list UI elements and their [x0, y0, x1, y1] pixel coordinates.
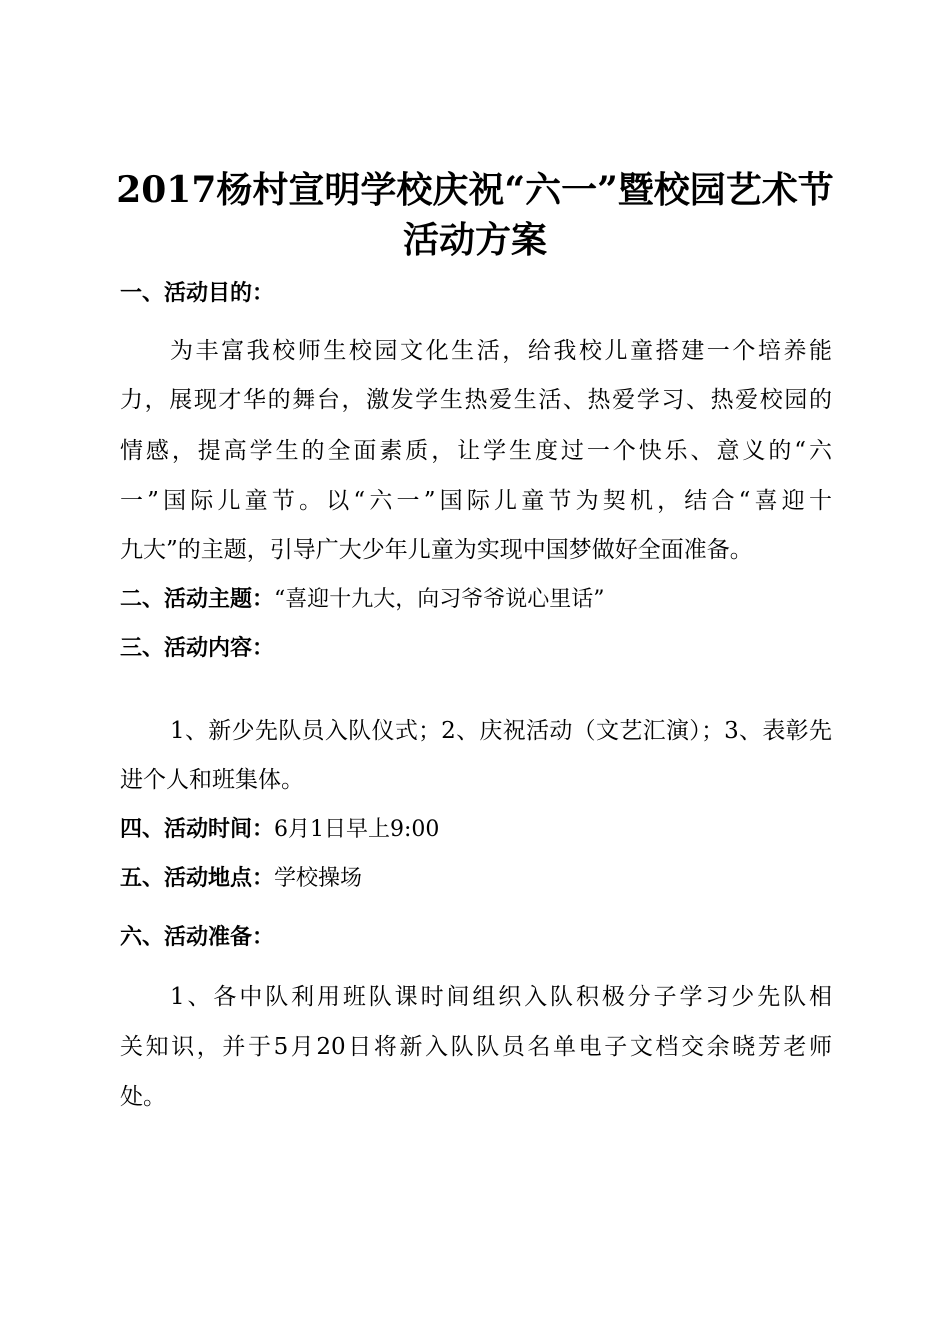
document-title-line-1: 2017杨村宣明学校庆祝“六一”暨校园艺术节: [116, 169, 834, 211]
section-heading-location: [120, 864, 362, 894]
section-heading-theme: [120, 585, 605, 615]
section-heading-purpose: 一、活动目的：: [120, 281, 275, 306]
section-heading-location-label: 五、活动地点：: [120, 866, 275, 891]
purpose-paragraph-line: 为丰富我校师生校园文化生活，给我校儿童搭建一个培养能: [170, 338, 832, 364]
theme-value: “喜迎十九大，向习爷爷说心里话”: [274, 587, 605, 612]
time-value: 6月1日早上9:00: [274, 817, 440, 842]
content-paragraph-line: 进个人和班集体。: [120, 767, 304, 793]
section-heading-content: 三、活动内容：: [120, 636, 275, 661]
document-title-line-2: 活动方案: [402, 219, 547, 261]
section-heading-preparation: 六、活动准备：: [120, 925, 275, 950]
section-heading-theme-label: 二、活动主题：: [120, 587, 275, 612]
purpose-paragraph-line: 九大”的主题，引导广大少年儿童为实现中国梦做好全面准备。: [120, 537, 753, 563]
purpose-paragraph-line: 力，展现才华的舞台，激发学生热爱生活、热爱学习、热爱校园的: [120, 387, 832, 413]
content-paragraph-line: 1、新少先队员入队仪式；2、庆祝活动（文艺汇演）；3、表彰先: [170, 718, 832, 744]
location-value: 学校操场: [274, 866, 363, 891]
preparation-paragraph-line: 处。: [120, 1084, 166, 1110]
preparation-paragraph-line: 关知识，并于5月20日将新入队队员名单电子文档交余晓芳老师: [120, 1034, 832, 1060]
preparation-paragraph-line: 1、各中队利用班队课时间组织入队积极分子学习少先队相: [170, 984, 832, 1010]
purpose-paragraph-line: 情感，提高学生的全面素质，让学生度过一个快乐、意义的“六: [120, 438, 832, 464]
purpose-paragraph-line: 一”国际儿童节。以“六一”国际儿童节为契机，结合“喜迎十: [120, 488, 832, 514]
section-heading-time-label: 四、活动时间：: [120, 817, 275, 842]
section-heading-time: [120, 815, 439, 845]
